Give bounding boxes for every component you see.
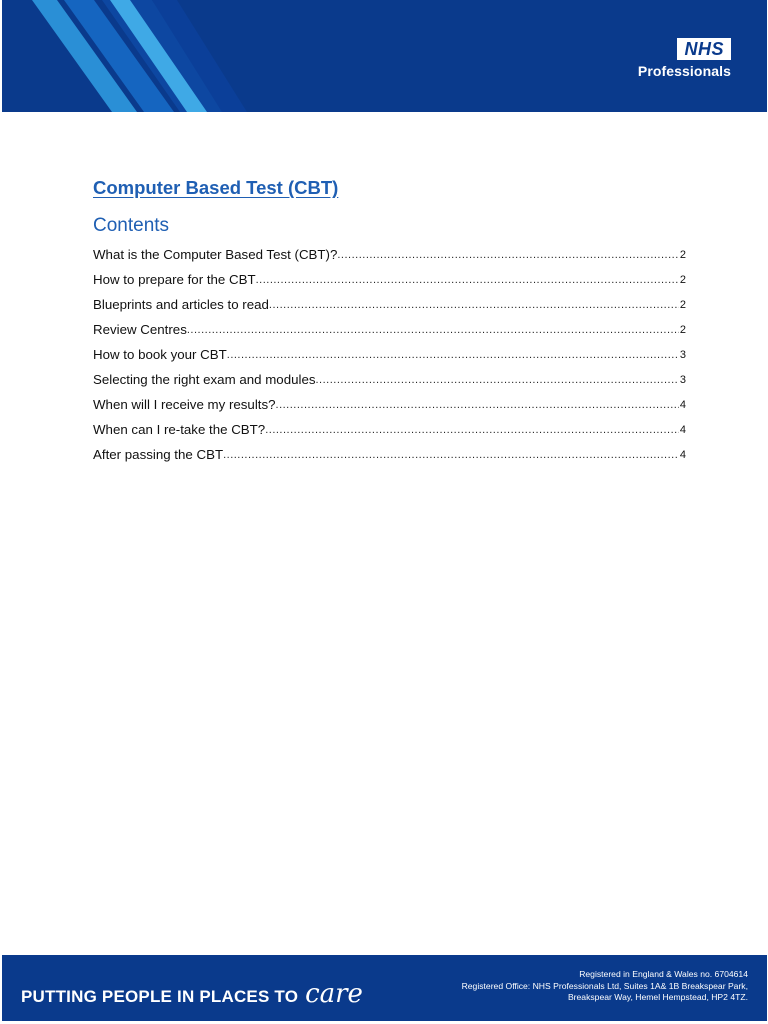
- registration-info: [462, 969, 748, 1004]
- toc-entry-title[interactable]: After passing the CBT: [93, 447, 224, 462]
- toc-page-number[interactable]: 4: [679, 424, 686, 436]
- toc-entry-title[interactable]: When will I receive my results?: [93, 397, 276, 412]
- toc-entry[interactable]: [93, 237, 686, 262]
- toc-page-number[interactable]: 2: [679, 299, 686, 311]
- registration-line: Breakspear Way, Hemel Hempstead, HP2 4TZ.: [567, 992, 748, 1002]
- toc-leader-dots: [337, 249, 679, 262]
- toc-entry[interactable]: [93, 287, 686, 312]
- tagline-text: PUTTING PEOPLE IN PLACES TO: [21, 987, 299, 1006]
- toc-leader-dots: [223, 449, 679, 462]
- toc-entry-title[interactable]: How to book your CBT: [93, 347, 227, 362]
- toc-entry-title[interactable]: Selecting the right exam and modules: [93, 372, 316, 387]
- registration-line: Registered in England & Wales no. 6704614: [579, 969, 748, 979]
- toc-entry[interactable]: [93, 262, 686, 287]
- header-banner: [2, 0, 767, 112]
- toc-page-number[interactable]: 3: [679, 349, 686, 361]
- toc-leader-dots: [256, 274, 679, 287]
- contents-heading: Contents: [93, 215, 170, 236]
- toc-entry-title[interactable]: When can I re-take the CBT?: [93, 422, 266, 437]
- toc-entry[interactable]: [93, 362, 686, 387]
- toc-entry[interactable]: [93, 312, 686, 337]
- nhs-logo-mark: NHS: [677, 38, 731, 60]
- toc-entry[interactable]: [93, 412, 686, 437]
- toc-leader-dots: [276, 399, 679, 412]
- toc-page-number[interactable]: 4: [679, 399, 686, 411]
- toc-page-number[interactable]: 3: [679, 374, 686, 386]
- toc-leader-dots: [315, 374, 678, 387]
- registration-line: Registered Office: NHS Professionals Ltd, Suites 1A& 1B Breakspear Park,: [461, 980, 748, 991]
- toc-entry[interactable]: [93, 437, 686, 462]
- toc-leader-dots: [265, 424, 679, 437]
- toc-entry[interactable]: [93, 337, 686, 362]
- footer-banner: [2, 955, 767, 1021]
- logo-subtitle: Professionals: [637, 63, 731, 79]
- toc-leader-dots: [187, 324, 679, 337]
- table-of-contents: [93, 237, 686, 462]
- toc-page-number[interactable]: 2: [679, 324, 686, 336]
- toc-entry-title[interactable]: How to prepare for the CBT: [93, 272, 256, 287]
- toc-entry-title[interactable]: Review Centres: [93, 322, 187, 337]
- toc-entry[interactable]: [93, 387, 686, 412]
- toc-page-number[interactable]: 2: [679, 249, 686, 261]
- toc-page-number[interactable]: 4: [679, 449, 686, 461]
- toc-entry-title[interactable]: What is the Computer Based Test (CBT)?: [93, 247, 338, 262]
- nhs-professionals-logo: [637, 38, 731, 79]
- toc-entry-title[interactable]: Blueprints and articles to read: [93, 297, 269, 312]
- toc-leader-dots: [269, 299, 679, 312]
- toc-leader-dots: [227, 349, 679, 362]
- footer-tagline: [21, 979, 363, 1009]
- document-title[interactable]: Computer Based Test (CBT): [93, 177, 339, 198]
- tagline-care-script: care: [305, 979, 363, 1009]
- decorative-stripes: [2, 0, 262, 112]
- toc-page-number[interactable]: 2: [679, 274, 686, 286]
